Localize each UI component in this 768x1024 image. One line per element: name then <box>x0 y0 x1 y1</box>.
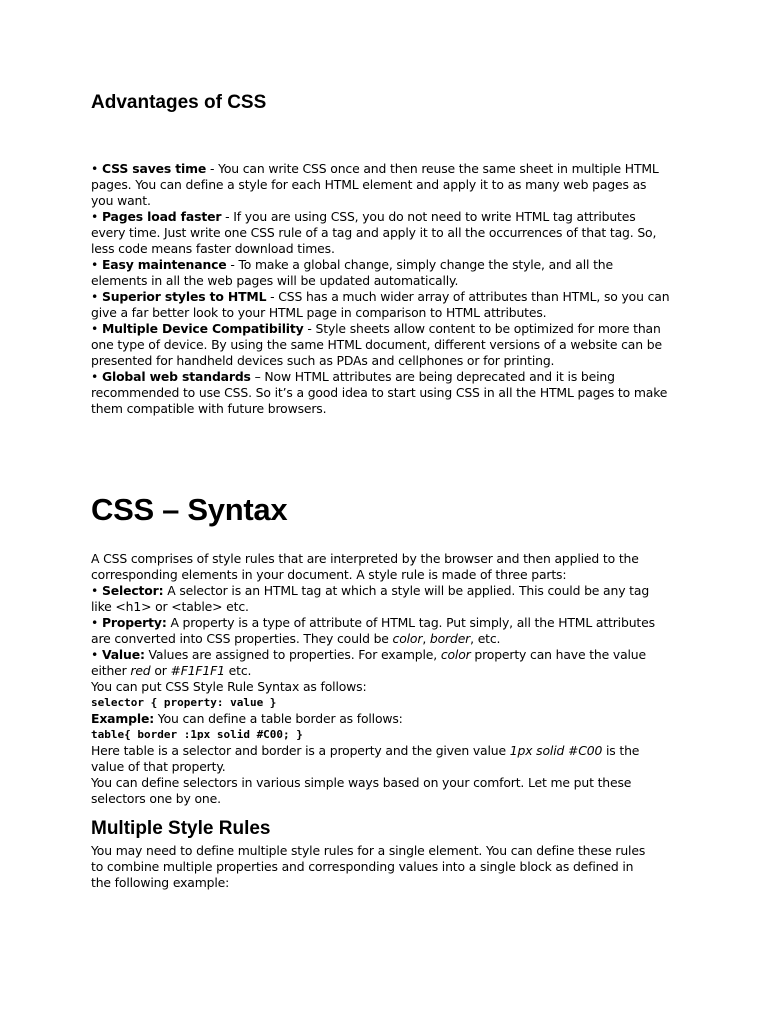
multiple-rules-heading: Multiple Style Rules <box>91 818 271 839</box>
emphasis-hex: #F1F1F1 <box>170 663 225 678</box>
emphasis-red: red <box>130 663 151 678</box>
separator: - <box>206 161 219 176</box>
property-term: Property: <box>101 615 167 630</box>
advantage-item <box>91 209 671 257</box>
value-item <box>91 647 671 679</box>
explanation-text-end: is the value of that property. <box>91 743 640 774</box>
emphasis-color: color <box>440 647 471 662</box>
emphasis-color: color <box>392 631 423 646</box>
advantages-heading: Advantages of CSS <box>91 92 267 113</box>
value-term: Value: <box>101 647 145 662</box>
comma: , <box>422 631 430 646</box>
syntax-heading: CSS – Syntax <box>91 492 288 527</box>
separator: - <box>226 257 239 272</box>
example-line <box>91 711 671 727</box>
advantage-item <box>91 257 671 289</box>
advantage-text: Now HTML attributes are being deprecated and it is being recommended to use CSS. So it’s a good idea to start using CSS in all the HTML pages to make them compatible with future browsers. <box>91 369 668 416</box>
advantage-term: Global web standards <box>101 369 251 384</box>
example-term: Example: <box>91 711 155 726</box>
code-syntax: selector { property: value } <box>91 696 277 709</box>
syntax-intro: A CSS comprises of style rules that are interpreted by the browser and then applied to the corresponding elements in your document. A style rule is made of three parts: <box>91 551 639 582</box>
bullet: • <box>91 615 102 630</box>
value-text-end: etc. <box>224 663 252 678</box>
bullet: • <box>91 647 102 662</box>
syntax-rule-intro: You can put CSS Style Rule Syntax as follows: <box>91 679 367 694</box>
value-text-mid: property can have the value either <box>91 647 646 678</box>
advantage-text: To make a global change, simply change the style, and all the elements in all the web pages will be updated automatically. <box>91 257 613 288</box>
advantage-term: Superior styles to HTML <box>101 289 267 304</box>
property-text-end: , etc. <box>470 631 501 646</box>
emphasis-value: 1px solid #C00 <box>509 743 603 758</box>
property-item <box>91 615 671 647</box>
advantage-item <box>91 369 671 417</box>
selector-item <box>91 583 671 615</box>
advantages-list <box>91 161 671 417</box>
advantage-text: If you are using CSS, you do not need to write HTML tag attributes every time. Just write one CSS rule of a tag and apply it to all the occurrences of that tag. So, less code means faster download times. <box>91 209 657 256</box>
bullet: • <box>91 369 102 384</box>
bullet: • <box>91 321 102 336</box>
advantage-item <box>91 289 671 321</box>
syntax-section <box>91 551 671 807</box>
bullet: • <box>91 289 102 304</box>
code-example: table{ border :1px solid #C00; } <box>91 728 303 741</box>
separator: - <box>266 289 279 304</box>
value-text: Values are assigned to properties. For example, <box>144 647 441 662</box>
bullet: • <box>91 161 102 176</box>
advantage-item <box>91 161 671 209</box>
bullet: • <box>91 209 102 224</box>
multiple-rules-section <box>91 843 651 891</box>
multiple-rules-text: You may need to define multiple style rules for a single element. You can define these rules to combine multiple properties and corresponding values into a single block as defined in the following example: <box>91 843 646 890</box>
explanation-text: Here table is a selector and border is a property and the given value <box>91 743 510 758</box>
advantage-term: Easy maintenance <box>101 257 227 272</box>
selector-term: Selector: <box>101 583 164 598</box>
separator: - <box>221 209 234 224</box>
advantage-text: You can write CSS once and then reuse the same sheet in multiple HTML pages. You can define a style for each HTML element and apply it to as many web pages as you want. <box>91 161 659 208</box>
separator: - <box>303 321 316 336</box>
advantage-text: CSS has a much wider array of attributes than HTML, so you can give a far better look to your HTML page in comparison to HTML attributes. <box>91 289 670 320</box>
separator: – <box>250 369 265 384</box>
advantage-term: Multiple Device Compatibility <box>101 321 304 336</box>
emphasis-border: border <box>429 631 471 646</box>
example-text: You can define a table border as follows: <box>154 711 403 726</box>
selectors-note: You can define selectors in various simple ways based on your comfort. Let me put these selectors one by one. <box>91 775 632 806</box>
selector-text: A selector is an HTML tag at which a style will be applied. This could be any tag like <h1> or <table> etc. <box>91 583 650 614</box>
value-text-or: or <box>150 663 171 678</box>
bullet: • <box>91 583 102 598</box>
advantage-text: Style sheets allow content to be optimized for more than one type of device. By using the same HTML document, different versions of a website can be presented for handheld devices such as PDAs and cellphones or for printing. <box>91 321 662 368</box>
property-text: A property is a type of attribute of HTML tag. Put simply, all the HTML attributes are converted into CSS properties. They could be <box>91 615 655 646</box>
bullet: • <box>91 257 102 272</box>
advantage-item <box>91 321 671 369</box>
explanation <box>91 743 671 775</box>
advantage-term: CSS saves time <box>101 161 207 176</box>
advantage-term: Pages load faster <box>101 209 222 224</box>
